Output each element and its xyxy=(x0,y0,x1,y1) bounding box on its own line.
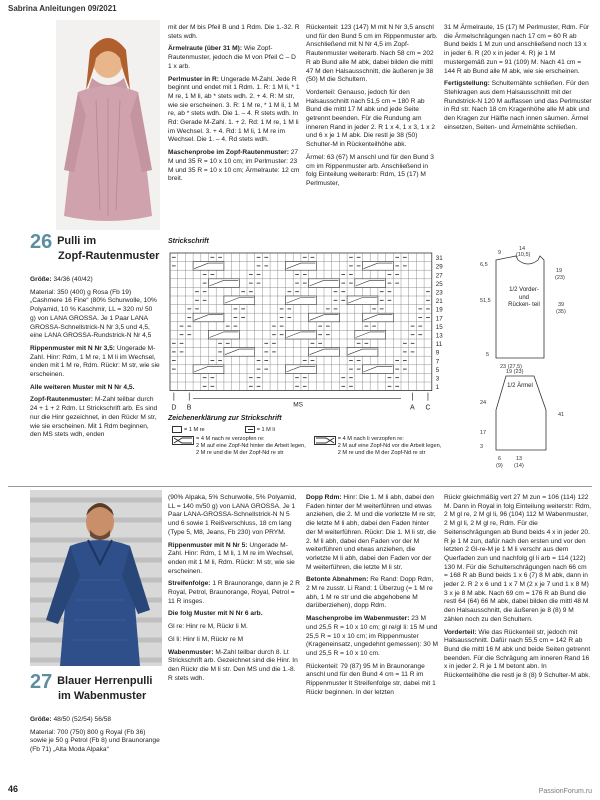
row-number: 21 xyxy=(435,298,443,306)
dim-9: 9 xyxy=(498,250,502,256)
legend xyxy=(172,426,472,457)
arrow-d: D xyxy=(171,404,177,411)
rib-text: Ungerade M-Zahl. Hinr: Rdm, 1 M re, 1 M li im Wechsel, enden mit 1 M re, Rdm. Rückr: M str, wie sie erscheinen. xyxy=(30,344,160,379)
front-text-27: Wie das Rückenteil str, jedoch mit Halsausschnitt. Dafür nach 55,5 cm = 142 R ab Bund die mittl 16 M abk und beide Seiten getrennt beenden. Für die Schrägung am inneren Rand 16 x in jeder 2. R je 1 M betont abn. In Rückenteilhöhe die restl je 8 (8) 9 Schulter-M abk. xyxy=(444,628,591,680)
arrow-a: A xyxy=(410,404,415,411)
item26-col3 xyxy=(306,24,438,193)
model-man-image xyxy=(30,490,162,666)
cable-right-icon xyxy=(172,436,194,445)
perl-label: Perlmuster in R: xyxy=(168,75,219,83)
row-number: 1 xyxy=(435,384,440,392)
item27-title-1: Blauer Herrenpulli xyxy=(57,675,153,687)
gauge-label-27: Maschenprobe im Wabenmuster: xyxy=(306,615,410,623)
item26-title-2: Zopf-Rautenmuster xyxy=(58,250,160,262)
item27-number: 27 xyxy=(30,671,53,693)
photo-pink-sweater xyxy=(56,20,160,230)
dim-51-5: 51,5 xyxy=(480,298,491,304)
rib-label: Rippenmuster mit N Nr 3,5: xyxy=(30,344,116,352)
dim-5: 5 xyxy=(486,352,490,358)
perl-text: Ungerade M-Zahl. Jede R beginnt und endet mit 1 Rdm. 1. R: 1 M li, * 1 M re, 1 M li, ab * stets wdh. 2. + 4. R: M str, wie sie erscheinen. 3. R: 1 M re, * 1 M li, 1 M re, ab * stets wdh. Die 1. – 4. R stets wdh. In Rd: Gerade M-Zahl. 1. + 2. Rd: 1 M re, 1 M li im Wechsel. 3. + 4. Rd: 1 M li, 1 M re im Wechsel. Die 1. – 4. Rd stets wdh. xyxy=(168,75,300,144)
all-other-patterns: Alle weiteren Muster mit N Nr 4,5. xyxy=(30,383,135,391)
watermark: PassionForum.ru xyxy=(538,787,592,795)
honeycomb-text: M-Zahl teilbar durch 8. Lt Strickschrift arb. Gezeichnet sind die Hinr. In den Rückr die M li str. Den MS und die 1.-8. R stets wdh. xyxy=(168,648,298,682)
pattern-schematic xyxy=(476,240,592,480)
arrow-c: C xyxy=(425,404,431,411)
sleeve-text: Ärmel: 63 (67) M anschl und für den Bund 3 cm im Rippenmuster arb. Anschließend in folg Einteilung weiterarb: Rdm, 15 (17) M Perlmuster, xyxy=(306,153,434,187)
stripe-text: 1 R Braunorange, dann je 2 R Royal, Petrol, Braunorange, Royal, Petrol = 11 R insges. xyxy=(168,580,300,605)
finishing-label: Fertigstellung: xyxy=(444,80,490,88)
legend-cable-right: = 4 M nach re verzopfen re: 2 M auf eine Zopf-Nd hinter die Arbeit legen, 2 M re und die M der Zopf-Nd re str xyxy=(172,436,306,457)
item27-col3 xyxy=(306,494,438,701)
material-27: Material: 700 (750) 800 g Royal (Fb 36) sowie je 50 g Petrol (Fb 8) und Braunorange (Fb 71) „Alta Moda Alpaka“ xyxy=(30,728,160,754)
material-27-cont: (90% Alpaka, 5% Schurwolle, 5% Polyamid, LL = 140 m/50 g) von LANA GROSSA. Je 1 Paar LANA-GROSSA-Schnellstrick-N N 5 und 6 sowie 1 Reißverschluss, 18 cm lang (Type 5, M8, Jeans, Fb 230) von PRYM. xyxy=(168,494,297,536)
item26-title-1: Pulli im xyxy=(57,235,97,247)
item26-col1 xyxy=(30,276,160,444)
dim-35: (35) xyxy=(556,309,566,315)
item26-number: 26 xyxy=(30,231,53,253)
dim-3: 3 xyxy=(480,444,484,450)
legend-cable-left: = 4 M nach li verzopfen re: 2 M auf eine Zopf-Nd vor die Arbeit legen, 2 M re und die M der Zopf-Nd re str xyxy=(314,436,442,457)
dim-10-5: (10,5) xyxy=(516,252,531,258)
decrease-text: Re Rand: Dopp Rdm, 2 M re zusstr. Li Rand: 1 Überzug (= 1 M re abh, 1 M re str und die abgehobene M darüberziehen), dopp Rdm. xyxy=(306,576,434,610)
item26-col4 xyxy=(444,24,592,136)
needle-note: Die folg Muster mit N Nr 6 arb. xyxy=(168,610,263,618)
item26-heading xyxy=(30,232,170,263)
dim-19-23: 19 (23) xyxy=(506,369,524,375)
front-label-27: Vorderteil: xyxy=(444,628,477,636)
col2-top: mit der M bis Pfeil B und 1 Rdm. Die 1.-32. R stets wdh. xyxy=(168,24,300,40)
stockinette-text: Gl re: Hinr re M, Rückr li M. xyxy=(168,623,248,631)
back-piece-text: Rückenteil: 123 (147) M mit N Nr 3,5 anschl und für den Bund 5 cm im Rippenmuster arb. Anschließend mit N Nr 4,5 im Zopf-Rautenmuster weiterarb. Nach 58 cm = 202 R ab Bund alle M abk, dabei bilden die mittl 47 M den Halsausschnitt, die äußeren je 38 (50) M die Schultern. xyxy=(306,24,438,84)
legend-knit: = 1 M re xyxy=(172,426,205,434)
item27-title-2: im Wabenmuster xyxy=(58,690,147,702)
row-number: 23 xyxy=(435,289,443,297)
arm-text: Wie Zopf-Rautenmuster, jedoch die M von Pfeil C – D 1 x arb. xyxy=(168,45,296,70)
item26-col2 xyxy=(168,24,300,188)
row-number: 29 xyxy=(435,263,443,271)
gauge-text: 27 M und 35 R = 10 x 10 cm; im Perlmuster: 23 M und 35 R = 10 x 10 cm; Ärmelraute: 12 cm breit. xyxy=(168,149,300,183)
sleeve-label: 1/2 Ärmel xyxy=(507,383,533,389)
row-number: 15 xyxy=(435,323,443,331)
item27-col2 xyxy=(168,494,300,687)
material-26: Material: 350 (400) g Rosa (Fb 19) „Cashmere 16 Fine“ (80% Schurwolle, 10% Polyamid, 10 % Kaschmir, LL = 320 m/ 50 g) von LANA GROSSA. Je 1 Paar LANA GROSSA-Schnellstrick-N Nr 3,5 und 4,5, eine LANA GROSSA-Rundstrick-N Nr 4,5 xyxy=(30,288,157,340)
ms-label: MS xyxy=(293,401,303,409)
knitting-chart xyxy=(168,247,470,411)
dim-6-5: 6,5 xyxy=(480,262,488,268)
zopf-text: M-Zahl teilbar durch 24 + 1 + 2 Rdm. Lt Strickschrift arb. Es sind nur die Hinr gezeichnet, in den Rückr M str, wie sie erscheinen. Mit 1 Rdm beginnen, den MS stets wdh, enden xyxy=(30,396,158,439)
dim-6: 6 xyxy=(498,456,502,462)
zopf-label: Zopf-Rautenmuster: xyxy=(30,396,94,404)
dim-41: 41 xyxy=(558,412,565,418)
finishing-text: Schulternähte schließen. Für den Stehkragen aus dem Halsausschnitt mit der Rundstrick-N 120 M auffassen und das Perlmuster in Rd str. Nach 18 cm Kragenhöhe alle M abk und den Kragen zur Hälfte nach innen säumen. Ärmel einsetzen, Seiten- und Ärmelnähte schließen. xyxy=(444,80,592,131)
size-value-27: 48/50 (52/54) 56/58 xyxy=(53,716,112,723)
dim-9b: (9) xyxy=(496,463,503,469)
dim-17: 17 xyxy=(480,430,487,436)
reverse-stockinette-text: Gl li: Hinr li M, Rückr re M xyxy=(168,635,244,643)
double-edge-text: Hinr: Die 1. M li abh, dabei den Faden hinter der M weiterführen und etwas anziehen, die 2. M und die vorletzte M re str, die letzte M li abh, dabei den Faden hinter der M weiterführen. Rückr: Die 1. M li str, die 2. M li abh, dabei den Faden vor der M weiterführen und etwas anziehen, die vorletzte M li abh, dabei den Faden vor der M weiterführen, die letzte M li str. xyxy=(306,494,437,571)
chart-title: Strickschrift xyxy=(168,238,209,245)
back-piece-27-cont: Rückr gleichmäßig vert 27 M zun = 106 (114) 122 M. Dann in Royal in folg Einteilung weiterstr: Rdm, 2 M gl re, 2 M gl li, 96 (104) 112 M Wabenmuster, 2 M gl li, 2 M gl re, Rdm. Für die Seitenschrägungen ab Bund beids 4 x in jeder 20. R je 1 M zun, dafür nach den ersten und vor den letzten 2 Gl-re-M je 1 M li verschr aus dem Querfaden zun und nachfolg gl li arb = 114 (122) 130 M. Für die Schulterschrägungen nach 66 cm = 168 R ab Bund beids 1 x 6 (7) 8 M abk, dann in jeder 2. R 2 x 6 und 1 x 7 M (2 x je 7 und 1 x 8 M) 3 x je 8 M abk. Nach 69 cm = 176 R ab Bund die restl 64 (64) 66 M abk, dabei bilden die mittl 48 M den Halsausschnitt, die äußeren je 8 (8) 9 M zählen noch zu den Schultern. xyxy=(444,494,591,623)
size-value: 34/36 (40/42) xyxy=(53,276,93,283)
cable-left-icon xyxy=(314,436,336,445)
dim-23: (23) xyxy=(555,275,565,281)
row-number: 11 xyxy=(435,341,443,349)
row-number: 19 xyxy=(435,306,443,314)
sleeve-cont-text: 31 M Ärmelraute, 15 (17) M Perlmuster, Rdm. Für die Ärmelschrägungen nach 17 cm = 60 R ab Bund beids 1 M zun und anschließend noch 13 x in jeder 6. R (20 x in jeder 4. R) je 1 M mustergemäß zun = 91 (109) M. Nach 41 cm = 144 R ab Bund alle M abk, wie sie erscheinen. xyxy=(444,24,590,75)
photo-blue-sweater xyxy=(30,490,162,666)
gauge-text-27: 23 M und 25,5 R = 10 x 10 cm; gl re/gl li: 15 M und 25,5 R = 10 x 10 cm; im Rippenmuster (Krageneinsatz, ungedehnt gemessen): 30 M und 25,5 R = 10 x 10 cm. xyxy=(306,615,438,657)
item27-heading xyxy=(30,672,170,703)
row-number: 3 xyxy=(435,375,440,383)
size-label-27: Größe: xyxy=(30,716,52,723)
front-piece-text: Vorderteil: Genauso, jedoch für den Halsausschnitt nach 51,5 cm = 180 R ab Bund die mittl 17 M abk und jede Seite getrennt beenden. Für die Rundung am inneren Rand in jeder 2. R 1 x 4, 1 x 3, 1 x 2 und 6 x je 1 M abk. Die restl je 38 (50) Schulter-M in Rückenteilhöhe abk. xyxy=(306,88,436,149)
gauge-label: Maschenprobe im Zopf-Rautenmuster: xyxy=(168,149,289,157)
legend-purl: = 1 M li xyxy=(245,426,275,434)
dim-14b: (14) xyxy=(514,463,524,469)
dim-24: 24 xyxy=(480,400,487,406)
dim-14: 14 xyxy=(519,246,526,252)
double-edge-label: Dopp Rdm: xyxy=(306,494,342,501)
row-number: 7 xyxy=(435,358,440,366)
arrow-b: B xyxy=(186,404,192,411)
dim-19: 19 xyxy=(556,268,563,274)
honeycomb-label: Wabenmuster: xyxy=(168,648,214,656)
row-number: 13 xyxy=(435,332,443,340)
magazine-header: Sabrina Anleitungen 09/2021 xyxy=(8,4,117,13)
row-number: 17 xyxy=(435,315,443,323)
page-number: 46 xyxy=(8,784,19,795)
row-number: 31 xyxy=(435,255,443,263)
rib-text-27: Ungerade M-Zahl. Hinr: Rdm, 1 M li, 1 M re im Wechsel, enden mit 1 M li, Rdm. Rückr: M str, wie sie erscheinen. xyxy=(168,541,295,575)
size-label: Größe: xyxy=(30,276,52,283)
legend-title: Zeichenerklärung zur Strickschrift xyxy=(168,415,282,422)
stripe-label: Streifenfolge: xyxy=(168,580,211,588)
rib-label-27: Rippenmuster mit N Nr 5: xyxy=(168,541,248,549)
decrease-label: Betonte Abnahmen: xyxy=(306,576,369,584)
item27-col4 xyxy=(444,494,592,685)
dim-39: 39 xyxy=(558,302,565,308)
row-number: 9 xyxy=(435,349,440,357)
model-woman-image xyxy=(56,20,160,230)
arm-label: Ärmelraute (über 31 M): xyxy=(168,45,243,53)
dim-13: 13 xyxy=(516,456,523,462)
front-back-label: 1/2 Vorder- und Rücken- teil xyxy=(508,287,540,308)
section-divider xyxy=(8,486,592,487)
row-number: 25 xyxy=(435,280,443,288)
item27-col1 xyxy=(30,716,162,759)
back-piece-27: Rückenteil: 79 (87) 95 M in Braunorange anschl und für den Bund 4 cm = 11 R im Rippenmuster lt Streifenfolge str, dabei mit 1 Rückr beginnen. In der letzten xyxy=(306,662,436,696)
row-number: 27 xyxy=(435,272,443,280)
row-number: 5 xyxy=(435,366,440,374)
dim-23-27: 23 (27,5) xyxy=(500,364,523,370)
